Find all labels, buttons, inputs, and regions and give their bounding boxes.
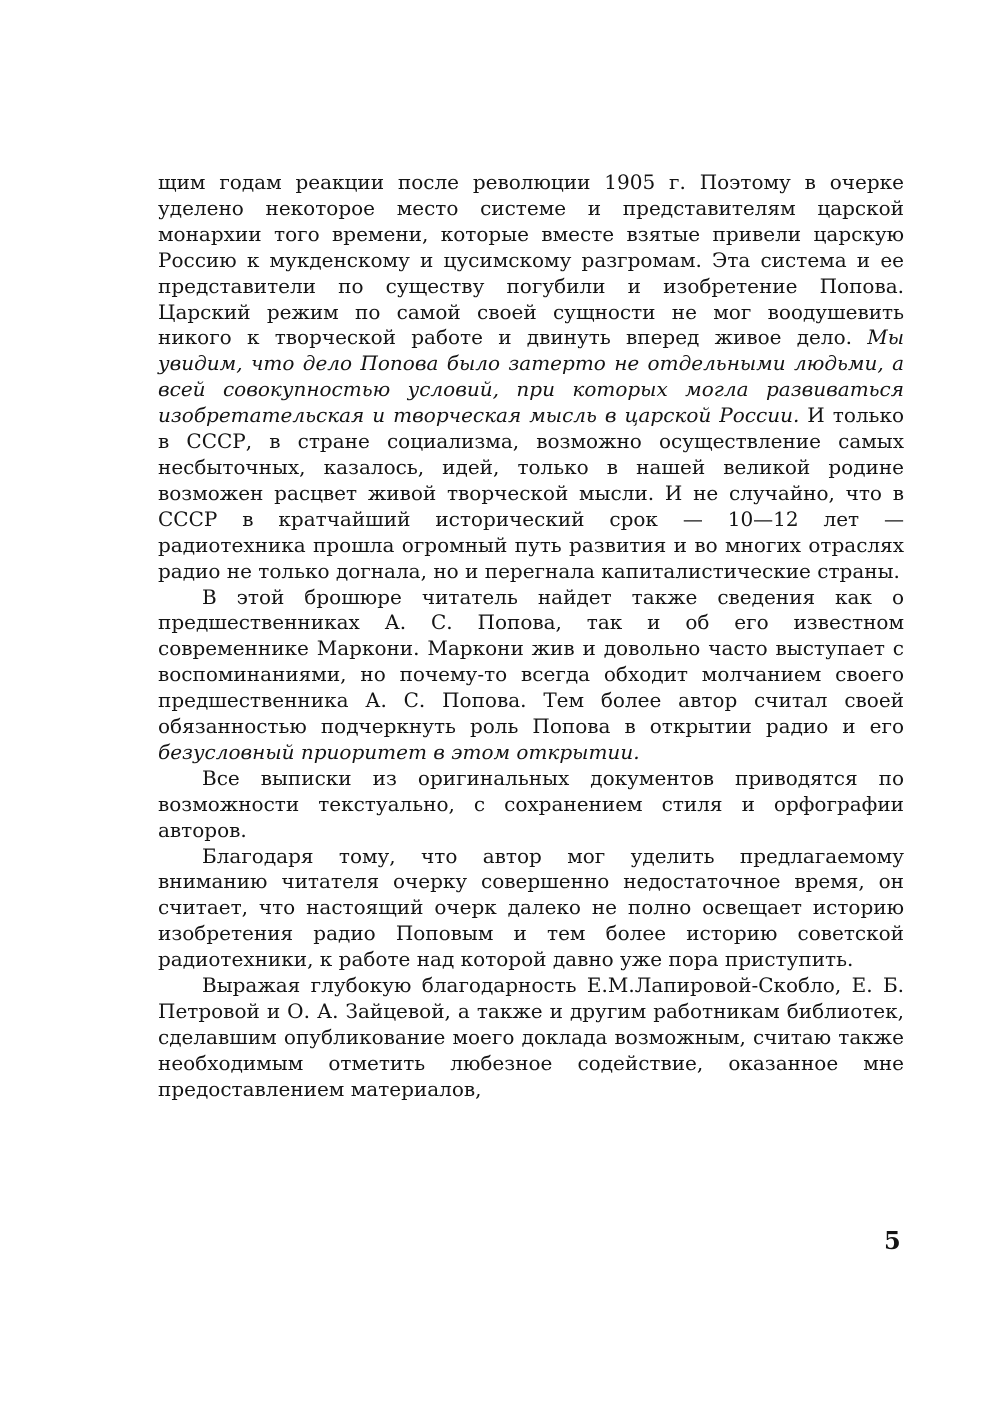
- paragraph-1-italic-text: Мы увидим, что дело Попова было затерто не отдельными людьми, а всей совокупностью условий, при которых могла развиваться изобретательская и творческая мысль в царской России.: [158, 325, 904, 428]
- paragraph-3-text: Все выписки из оригинальных документов приводятся по возможности текстуально, с сохранением стиля и орфографии авторов.: [158, 765, 904, 842]
- page-number: 5: [884, 1226, 901, 1255]
- paragraph-1-text: щим годам реакции после революции 1905 г. Поэтому в очерке уделено некоторое место системе и представителям царской монархии того времени, которые вместе взятые привели царскую Россию к мукденскому и цусимскому разгромам. Эта система и ее представители по существу погубили и изобретение Попова. Царский режим по самой своей сущности не мог воодушевить никого к творческой работе и двинуть вперед живое дело.: [158, 170, 904, 350]
- paragraph-2-italic-text: безусловный приоритет в этом открытии.: [158, 739, 640, 764]
- paragraph-5-text: Выражая глубокую благодарность Е.М.Лапировой-Скобло, Е. Б. Петровой и О. А. Зайцевой, а также и другим работникам библиотек, сделавшим опубликование моего доклада возможным, считаю также необходимым отметить любезное содействие, оказанное мне предоставлением материалов,: [158, 973, 904, 1101]
- paragraph-4: [158, 844, 904, 974]
- paragraph-3: [158, 766, 904, 844]
- paragraph-1-text-end: И только в СССР, в стране социализма, возможно осуществление самых несбыточных, казалось, идей, только в нашей великой родине возможен расцвет живой творческой мысли. И не случайно, что в СССР в кратчайший исторический срок — 10—12 лет — радиотехника прошла огромный путь развития и во многих отраслях радио не только догнала, но и перегнала капиталистические страны.: [158, 403, 904, 583]
- paragraph-4-text: Благодаря тому, что автор мог уделить предлагаемому вниманию читателя очерку совершенно недостаточное время, он считает, что настоящий очерк далеко не полно освещает историю изобретения радио Поповым и тем более историю советской радиотехники, к работе над которой давно уже пора приступить.: [158, 843, 904, 972]
- paragraph-2: [158, 585, 904, 766]
- body-text: [158, 170, 904, 1103]
- paragraph-1: [158, 170, 904, 585]
- paragraph-2-text: В этой брошюре читатель найдет также сведения как о предшественниках А. С. Попова, так и об его известном современнике Маркони. Маркони жив и довольно часто выступает с воспоминаниями, но почему-то всегда обходит молчанием своего предшественника А. С. Попова. Тем более автор считал своей обязанностью подчеркнуть роль Попова в открытии радио и его: [158, 584, 904, 739]
- paragraph-5: [158, 973, 904, 1103]
